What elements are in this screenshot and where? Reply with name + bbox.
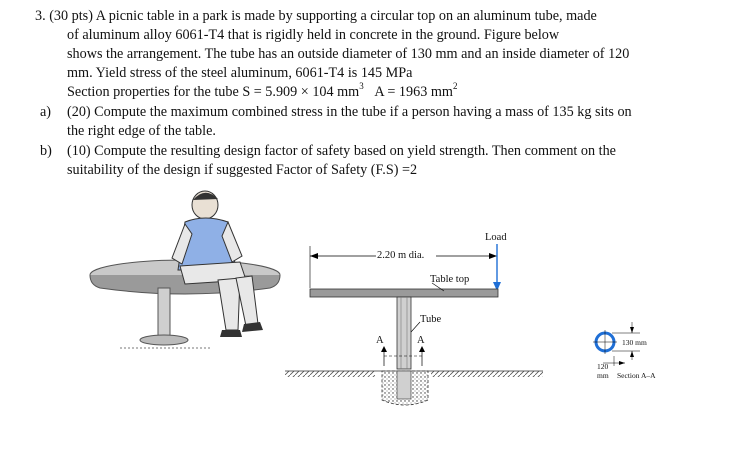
- part-a-line-2: the right edge of the table.: [67, 123, 216, 139]
- diameter-label: 2.20 m dia.: [377, 250, 425, 261]
- problem-line-1: 3. (30 pts) A picnic table in a park is made by supporting a circular top on an aluminum tube, made: [35, 8, 597, 24]
- problem-line-4: mm. Yield stress of the steel aluminum, 6061-T4 is 145 MPa: [67, 65, 413, 81]
- part-b-label: b): [40, 143, 52, 159]
- table-diagram: [285, 244, 543, 405]
- part-b-line-2: suitability of the design if suggested Factor of Safety (F.S) =2: [67, 162, 418, 178]
- part-a-line-1: (20) Compute the maximum combined stress in the tube if a person having a mass of 135 kg sits on: [67, 104, 632, 120]
- part-a-label: a): [40, 104, 52, 120]
- section-modulus-exponent: 3: [359, 81, 364, 92]
- section-a-left-label: A: [376, 335, 384, 346]
- section-a-a-label: Section A–A: [617, 371, 656, 380]
- section-a-right-label: A: [417, 335, 425, 346]
- inner-diameter-label-2: mm: [597, 371, 609, 380]
- outer-diameter-label: 130 mm: [622, 338, 647, 347]
- area-exponent: 2: [452, 81, 458, 92]
- section-modulus-text: Section properties for the tube S = 5.909 × 104 mm: [67, 84, 360, 100]
- part-b-line-1: (10) Compute the resulting design factor of safety based on yield strength. Then comment on the: [67, 143, 616, 159]
- problem-line-3: shows the arrangement. The tube has an outside diameter of 130 mm and an inside diameter of 120: [67, 46, 630, 62]
- problem-line-2: of aluminum alloy 6061-T4 that is rigidly held in concrete in the ground. Figure below: [67, 27, 560, 43]
- inner-diameter-label-1: 120: [597, 362, 609, 371]
- load-label: Load: [485, 232, 507, 243]
- table-top-label: Table top: [430, 274, 470, 285]
- tube-label: Tube: [420, 314, 442, 325]
- area-text: A = 1963 mm: [374, 84, 453, 100]
